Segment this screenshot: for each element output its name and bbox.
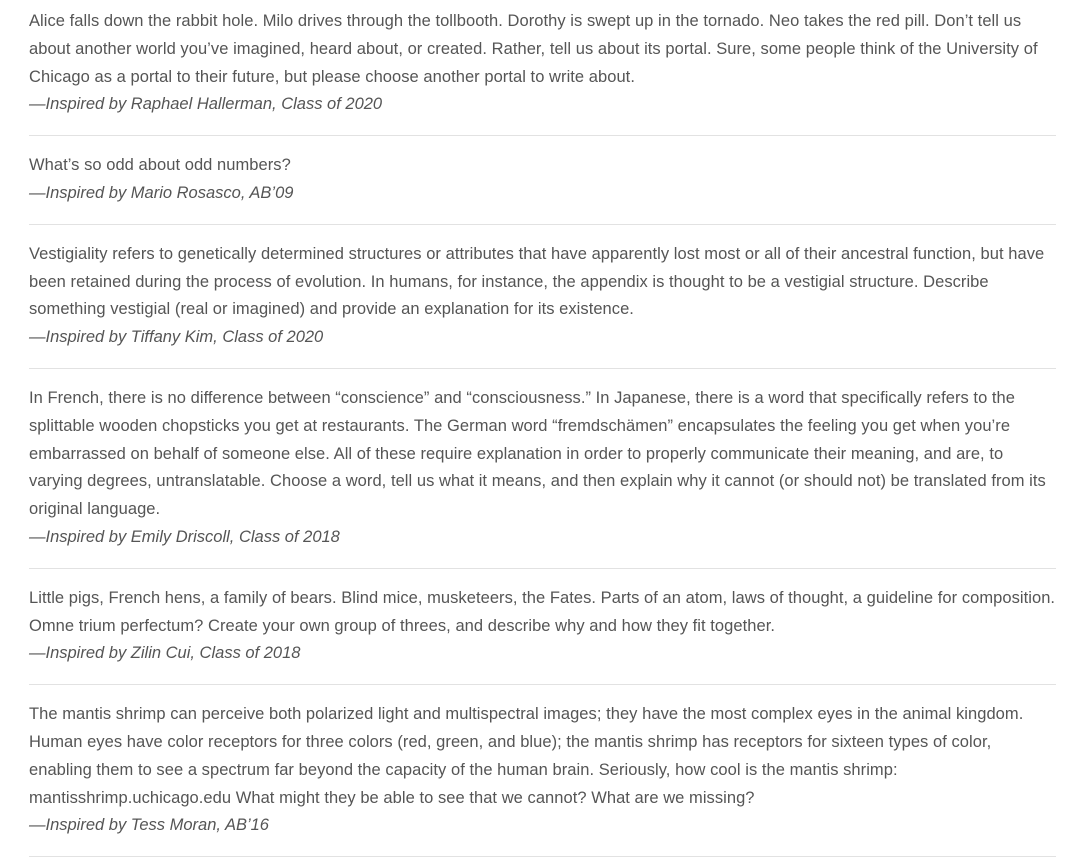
prompt-odd-numbers (29, 136, 1056, 225)
prompt-text: What’s so odd about odd numbers? (29, 156, 291, 175)
prompt-vestigiality (29, 225, 1056, 369)
prompt-text: Alice falls down the rabbit hole. Milo drives through the tollbooth. Dorothy is swept up in the tornado. Neo takes the red pill. Don’t tell us about another world you’ve imagined, heard about, or created. Rather, tell us about its portal. Sure, some people think of the University of Chicago as a portal to their future, but please choose another portal to write about. (29, 12, 1038, 86)
prompt-credit: —Inspired by Zilin Cui, Class of 2018 (29, 644, 301, 663)
prompt-text: Little pigs, French hens, a family of bears. Blind mice, musketeers, the Fates. Parts of an atom, laws of thought, a guideline for composition. Omne trium perfectum? Create your own group of threes, and describe why and how they fit together. (29, 588, 1056, 635)
prompt-untranslatable-word (29, 369, 1056, 569)
prompt-credit: —Inspired by Tiffany Kim, Class of 2020 (29, 328, 324, 347)
prompt-group-of-threes (29, 569, 1056, 685)
prompt-credit: —Inspired by Mario Rosasco, AB’09 (29, 183, 294, 202)
prompt-mantis-shrimp (29, 685, 1056, 857)
prompt-credit: —Inspired by Raphael Hallerman, Class of 2020 (29, 95, 383, 114)
prompt-credit: —Inspired by Emily Driscoll, Class of 2018 (29, 527, 340, 546)
prompt-text: The mantis shrimp can perceive both polarized light and multispectral images; they have the most complex eyes in the animal kingdom. Human eyes have color receptors for three colors (red, green, and blue); the mantis shrimp has receptors for sixteen types of color, enabling them to see a spectrum far beyond the capacity of the human brain. Seriously, how cool is the mantis shrimp: mantisshrimp.uchicago.edu What might they be able to see that we cannot? What are we missing? (29, 705, 1024, 807)
prompt-credit: —Inspired by Tess Moran, AB’16 (29, 816, 269, 835)
prompt-text: In French, there is no difference between “conscience” and “consciousness.” In Japanese, there is a word that specifically refers to the splittable wooden chopsticks you get at restaurants. The German word “fremdschämen” encapsulates the feeling you get when you’re embarrassed on behalf of someone else. All of these require explanation in order to properly communicate their meaning, and are, to varying degrees, untranslatable. Choose a word, tell us what it means, and then explain why it cannot (or should not) be translated from its original language. (29, 388, 1046, 519)
prompt-portal (29, 8, 1056, 136)
prompt-text: Vestigiality refers to genetically determined structures or attributes that have apparently lost most or all of their ancestral function, but have been retained during the process of evolution. In humans, for instance, the appendix is thought to be a vestigial structure. Describe something vestigial (real or imagined) and provide an explanation for its existence. (29, 244, 1045, 319)
